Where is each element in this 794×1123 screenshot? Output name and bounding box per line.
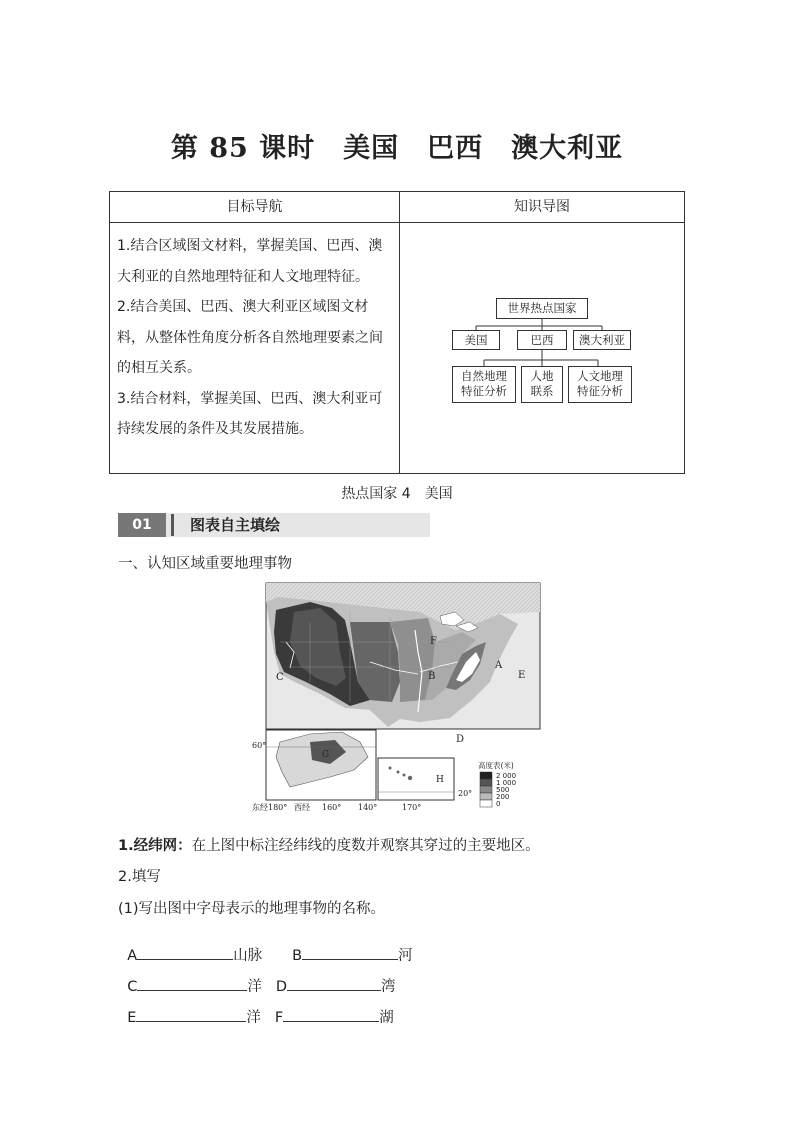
blank-letter: F bbox=[274, 1010, 284, 1026]
blank-row bbox=[118, 990, 394, 1027]
legend-title: 高度表(米) bbox=[478, 761, 514, 770]
map-letter-d: D bbox=[456, 734, 465, 745]
question-1-label: 1.经纬网： bbox=[118, 838, 192, 854]
mindmap-node-line: 联系 bbox=[530, 383, 554, 398]
legend-value: 200 bbox=[496, 793, 510, 801]
section-title: 图表自主填绘 bbox=[190, 516, 281, 534]
lon-label: 140° bbox=[358, 803, 378, 812]
goal-item: 3.结合材料，掌握美国、巴西、澳大利亚可持续发展的条件及其发展措施。 bbox=[117, 390, 383, 437]
usa-terrain-map bbox=[250, 582, 550, 814]
answer-blank-d[interactable] bbox=[287, 976, 381, 991]
map-letter-f: F bbox=[430, 636, 437, 647]
blank-suffix: 湖 bbox=[379, 1010, 394, 1026]
mindmap-node-natural bbox=[452, 366, 516, 403]
map-letter-a: A bbox=[495, 660, 503, 671]
mindmap-node-line: 自然地理 bbox=[461, 369, 507, 383]
blank-suffix: 山脉 bbox=[233, 948, 263, 964]
blank-suffix: 湾 bbox=[381, 979, 396, 995]
legend-value: 500 bbox=[496, 786, 510, 794]
answer-blank-a[interactable] bbox=[137, 945, 233, 960]
question-1-text: 在上图中标注经纬线的度数并观察其穿过的主要地区。 bbox=[191, 838, 540, 854]
legend-value: 0 bbox=[496, 800, 501, 808]
goal-item: 1.结合区域图文材料，掌握美国、巴西、澳大利亚的自然地理特征和人文地理特征。 bbox=[117, 238, 383, 285]
mindmap-header: 知识导图 bbox=[400, 192, 685, 223]
goal-item: 2.结合美国、巴西、澳大利亚区域图文材料，从整体性角度分析各自然地理要素之间的相互关系。 bbox=[117, 299, 383, 376]
blank-letter: A bbox=[127, 948, 138, 964]
question-2: 2.填写 bbox=[118, 869, 161, 885]
answer-blank-c[interactable] bbox=[137, 976, 247, 991]
map-letter-b: B bbox=[428, 671, 436, 682]
question-2-1: (1)写出图中字母表示的地理事物的名称。 bbox=[118, 901, 386, 917]
mindmap-node-line: 特征分析 bbox=[577, 383, 623, 398]
answer-blank-f[interactable] bbox=[283, 1007, 379, 1022]
mindmap-node-human-land bbox=[521, 366, 563, 403]
mindmap-root: 世界热点国家 bbox=[496, 298, 588, 319]
heading-recognize: 一、认知区域重要地理事物 bbox=[118, 556, 292, 572]
map-letter-e: E bbox=[518, 670, 526, 681]
lon-label: 东经180° bbox=[252, 803, 288, 812]
lon-label: 西经 bbox=[294, 803, 310, 812]
answer-blank-e[interactable] bbox=[136, 1007, 246, 1022]
mindmap-node-line: 人地 bbox=[530, 369, 554, 383]
blank-letter: E bbox=[127, 1010, 137, 1026]
mindmap-node-line: 人文地理 bbox=[577, 369, 623, 383]
mindmap-node-australia: 澳大利亚 bbox=[573, 330, 631, 350]
blank-letter: C bbox=[127, 979, 138, 995]
question-1 bbox=[118, 834, 540, 855]
blank-suffix: 洋 bbox=[246, 1010, 261, 1026]
blank-letter: D bbox=[275, 979, 288, 995]
legend-value: 1 000 bbox=[496, 779, 517, 787]
lon-label: 170° bbox=[402, 803, 422, 812]
mindmap-cell bbox=[400, 223, 685, 474]
caption: 热点国家 4 美国 bbox=[341, 486, 453, 502]
mindmap-node-usa: 美国 bbox=[452, 330, 500, 350]
lon-label: 160° bbox=[322, 803, 342, 812]
lat-label-20: 20° bbox=[458, 789, 473, 798]
lat-label-60: 60° bbox=[252, 741, 267, 750]
mindmap-node-human bbox=[568, 366, 632, 403]
blank-letter: B bbox=[292, 948, 303, 964]
section-divider bbox=[171, 514, 174, 536]
section-number: 01 bbox=[118, 513, 166, 537]
goal-list bbox=[110, 223, 400, 474]
page-title: 第 85 课时 美国 巴西 澳大利亚 bbox=[170, 133, 624, 164]
mindmap bbox=[400, 223, 684, 473]
blank-suffix: 河 bbox=[398, 948, 413, 964]
mindmap-node-brazil: 巴西 bbox=[517, 330, 567, 350]
map-letter-h: H bbox=[436, 775, 444, 785]
goal-table bbox=[109, 191, 685, 474]
blank-suffix: 洋 bbox=[247, 979, 262, 995]
answer-blank-b[interactable] bbox=[302, 945, 398, 960]
map-letter-g: G bbox=[322, 750, 330, 760]
mindmap-node-line: 特征分析 bbox=[461, 383, 507, 398]
goal-header: 目标导航 bbox=[110, 192, 400, 223]
legend-value: 2 000 bbox=[496, 772, 517, 780]
map-letter-c: C bbox=[276, 672, 284, 683]
